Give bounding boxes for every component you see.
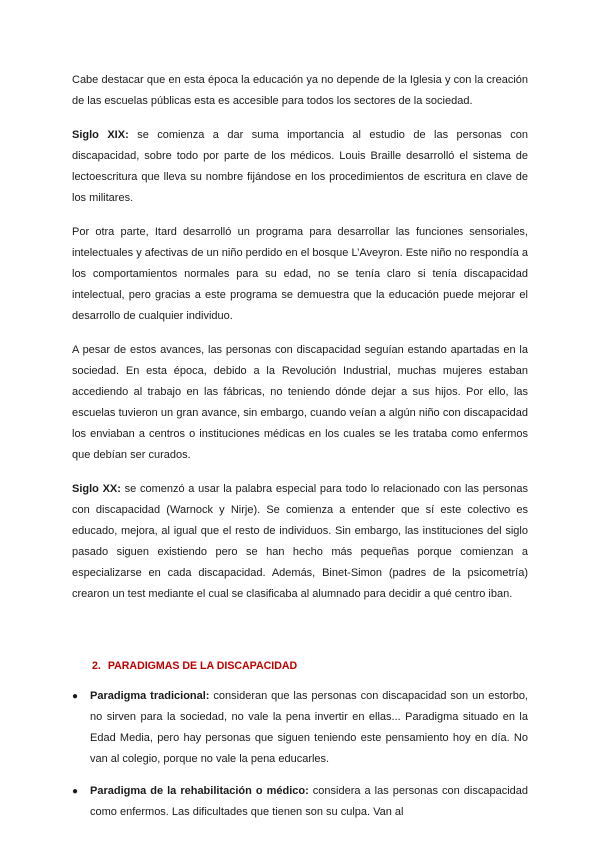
paragraph-siglo-xx xyxy=(72,479,528,605)
paradigm-label: Paradigma tradicional: xyxy=(90,690,210,702)
paradigm-list xyxy=(72,686,528,823)
paragraph-text: Por otra parte, Itard desarrolló un programa para desarrollar las funciones sensoriales, intelectuales y afectivas de un niño perdido en el bosque L’Aveyron. Este niño no respondía a los comportamientos normales para su edad, no se tenía claro si tenía discapacidad intelectual, pero gracias a este programa se demuestra que la educación puede mejorar el desarrollo de cualquier individuo. xyxy=(72,226,529,322)
bullet-icon: ● xyxy=(72,786,79,797)
bullet-icon: ● xyxy=(72,691,79,702)
section-heading xyxy=(92,658,528,674)
paragraph-public-schools xyxy=(72,70,528,112)
paragraph-text: se comenzó a usar la palabra especial para todo lo relacionado con las personas con discapacidad (Warnock y Nirje). Se comienza a entender que sí este colectivo es educado, mejora, al igual que el resto de individuos. Sin embargo, las instituciones del siglo pasado siguen existiendo pero se han hecho más pequeñas porque comienzan a especializarse en cada discapacidad. Además, Binet-Simon (padres de la psicometría) crearon un test mediante el cual se clasificaba al alumnado para decidir a qué centro iban. xyxy=(72,483,528,600)
paragraph-text: A pesar de estos avances, las personas con discapacidad seguían estando apartadas en la sociedad. En esta época, debido a la Revolución Industrial, muchas mujeres estaban accediendo al trabajo en las fábricas, no teniendo dónde dejar a sus hijos. Por ello, las escuelas tuvieron un gran avance, sin embargo, cuando veían a algún niño con discapacidad los enviaban a centros o instituciones médicas en los cuales se les trataba como enfermos que debían ser curados. xyxy=(72,344,528,461)
document-page xyxy=(72,70,528,834)
section-number: 2. xyxy=(92,660,101,672)
list-item xyxy=(72,781,528,823)
paragraph-text: se comienza a dar suma importancia al estudio de las personas con discapacidad, sobre todo por parte de los médicos. Louis Braille desarrolló el sistema de lectoescritura que lleva su nombre fijándose en los procedimientos de escritura en clave de los militares. xyxy=(72,129,528,204)
paragraph-label: Siglo XIX: xyxy=(72,129,129,141)
paragraph-itard xyxy=(72,222,528,327)
paragraph-text: Cabe destacar que en esta época la educación ya no depende de la Iglesia y con la creación de las escuelas públicas esta es accesible para todos los sectores de la sociedad. xyxy=(72,74,528,107)
paragraph-industrial-revolution xyxy=(72,340,528,466)
paragraph-label: Siglo XX: xyxy=(72,483,121,495)
list-item xyxy=(72,686,528,770)
paragraph-siglo-xix xyxy=(72,125,528,209)
paradigm-text: considera a las personas con discapacidad como enfermos. Las dificultades que tienen son su culpa. Van al xyxy=(90,785,528,818)
paradigm-label: Paradigma de la rehabilitación o médico: xyxy=(90,785,309,797)
paradigm-text: consideran que las personas con discapacidad son un estorbo, no sirven para la sociedad, no vale la pena invertir en ellas... Paradigma situado en la Edad Media, pero hay personas que siguen teniendo este pensamiento hoy en día. No van al colegio, porque no vale la pena educarles. xyxy=(90,690,528,765)
section-title: PARADIGMAS DE LA DISCAPACIDAD xyxy=(107,660,298,672)
